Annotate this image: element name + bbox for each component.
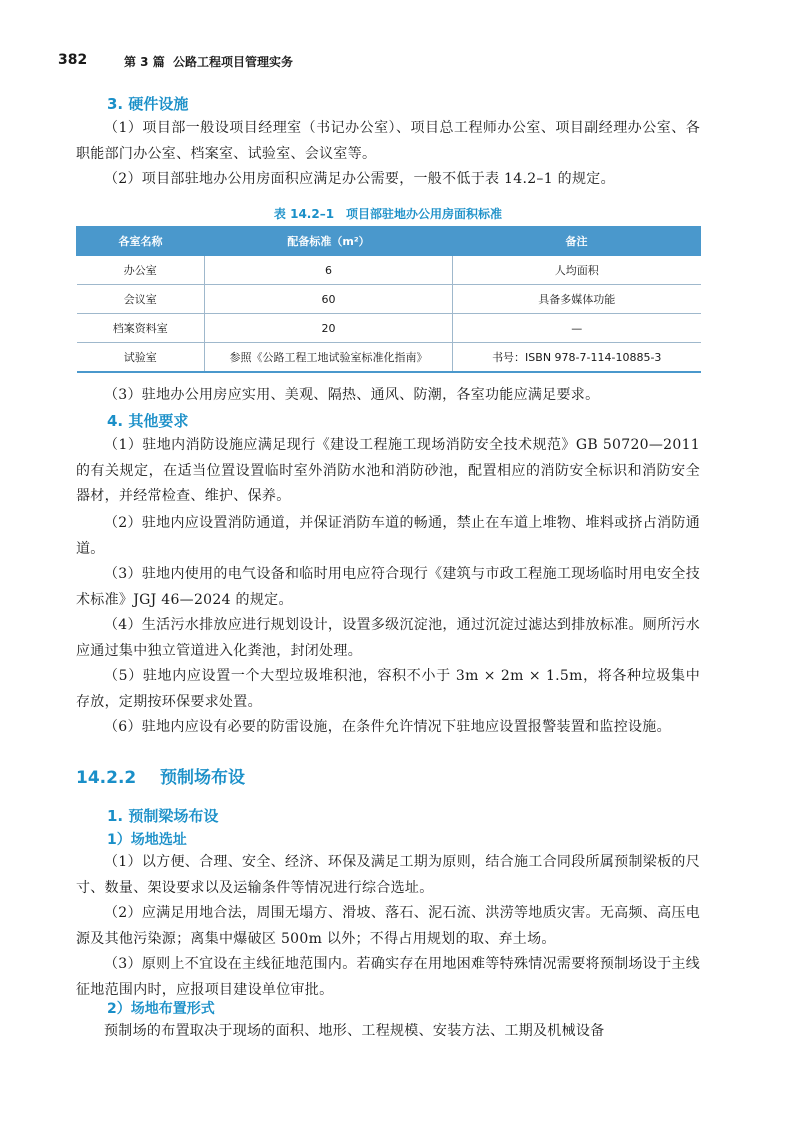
table-row [77,343,701,373]
paragraph-site-3: （3）原则上不宜设在主线征地范围内。若确实存在用地困难等特殊情况需要将预制场设于主线征地范围内时，应报项目建设单位审批。 [76,956,700,998]
paragraph-site-2: （2）应满足用地合法，周围无塌方、滑坡、落石、泥石流、洪涝等地质灾害。无高频、高压电源及其他污染源；离集中爆破区 500m 以外；不得占用规划的取、弃土场。 [76,905,700,947]
subsubsection-heading-layout-form: 2）场地布置形式 [107,1001,215,1017]
table-cell: 办公室 [77,256,205,285]
part-label: 第 3 篇 [124,55,165,69]
book-title: 公路工程项目管理实务 [173,55,294,69]
table-cell: 具备多媒体功能 [453,285,701,314]
table-header-cell: 配备标准（m²） [205,227,453,256]
table-cell: 6 [205,256,453,285]
table-header-row [77,227,701,256]
section-number: 14.2.2 [76,768,137,788]
paragraph-other-1: （1）驻地内消防设施应满足现行《建设工程施工现场消防安全技术规范》GB 50720—2011 的有关规定，在适当位置设置临时室外消防水池和消防砂池，配置相应的消防安全标识和消防安全器材，并经常检查、维护、保养。 [76,437,700,504]
paragraph-hardware-3: （3）驻地办公用房应实用、美观、隔热、通风、防潮，各室功能应满足要求。 [104,387,600,403]
paragraph-other-6: （6）驻地内应设有必要的防雷设施，在条件允许情况下驻地应设置报警装置和监控设施。 [104,719,671,735]
table-cell: 试验室 [77,343,205,373]
table-cell: 参照《公路工程工地试验室标准化指南》 [205,343,453,373]
paragraph-hardware-1: （1）项目部一般设项目经理室（书记办公室）、项目总工程师办公室、项目副经理办公室、各职能部门办公室、档案室、试验室、会议室等。 [76,120,700,162]
table-cell: — [453,314,701,343]
table-row [77,256,701,285]
table-row [77,314,701,343]
table-row [77,285,701,314]
section-heading-other-requirements: 4. 其他要求 [107,412,189,430]
page-number: 382 [58,52,88,68]
section-title: 预制场布设 [160,768,245,788]
table-caption: 表 14.2–1 项目部驻地办公用房面积标准 [273,207,503,221]
table-cell: 档案资料室 [77,314,205,343]
table-cell: 20 [205,314,453,343]
table-header-cell: 备注 [453,227,701,256]
table-cell: 人均面积 [453,256,701,285]
table-header-cell: 各室名称 [77,227,205,256]
paragraph-other-2: （2）驻地内应设置消防通道，并保证消防车道的畅通，禁止在车道上堆物、堆料或挤占消防通道。 [76,515,700,557]
paragraph-layout-1: 预制场的布置取决于现场的面积、地形、工程规模、安装方法、工期及机械设备 [104,1023,605,1039]
paragraph-hardware-2: （2）项目部驻地办公用房面积应满足办公需要，一般不低于表 14.2–1 的规定。 [104,171,615,187]
paragraph-other-5: （5）驻地内应设置一个大型垃圾堆积池，容积不小于 3m × 2m × 1.5m，将各种垃圾集中存放，定期按环保要求处置。 [76,668,700,710]
table-cell: 会议室 [77,285,205,314]
paragraph-other-4: （4）生活污水排放应进行规划设计，设置多级沉淀池，通过沉淀过滤达到排放标准。厕所污水应通过集中独立管道进入化粪池，封闭处理。 [76,617,700,659]
subsubsection-heading-site-selection: 1）场地选址 [107,832,187,848]
table-cell: 60 [205,285,453,314]
section-heading-precast-yard [76,767,245,789]
subsection-heading-beam-yard: 1. 预制梁场布设 [107,807,219,825]
paragraph-other-3: （3）驻地内使用的电气设备和临时用电应符合现行《建筑与市政工程施工现场临时用电安全技术标准》JGJ 46—2024 的规定。 [76,566,700,608]
office-area-table [76,226,701,373]
section-heading-hardware: 3. 硬件设施 [107,95,189,113]
page-header [58,50,748,72]
paragraph-site-1: （1）以方便、合理、安全、经济、环保及满足工期为原则，结合施工合同段所属预制梁板的尺寸、数量、架设要求以及运输条件等情况进行综合选址。 [76,854,700,896]
table-cell: 书号：ISBN 978-7-114-10885-3 [453,343,701,373]
